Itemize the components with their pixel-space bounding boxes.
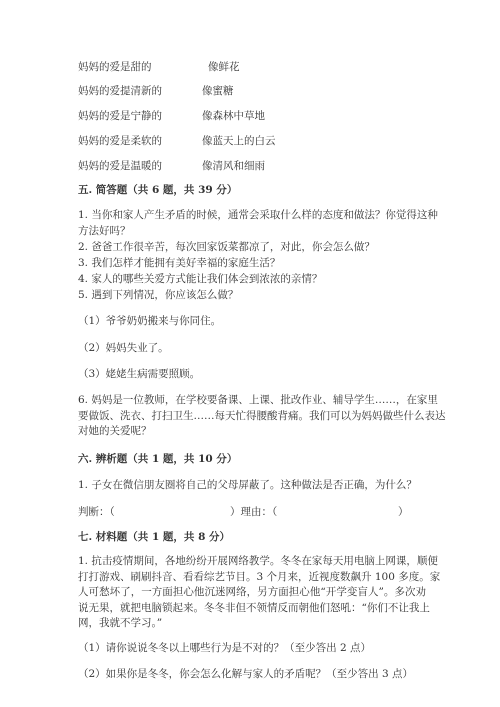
section7-material-line: 网，我就不学习。”	[78, 617, 163, 629]
matching-left-text: 妈妈的爱是温暖的	[78, 160, 162, 172]
section5-q4: 4. 家人的哪些关爱方式能让我们体会到浓浓的亲情？	[78, 273, 323, 285]
section7-material	[78, 554, 441, 632]
section5-q3: 3. 我们怎样才能拥有美好幸福的家庭生活？	[78, 257, 281, 269]
matching-right-text: 像清风和细雨	[202, 160, 265, 172]
section5-q6-line: 对她的关爱呢？	[78, 425, 152, 437]
section5-q6-line: 要做饭、洗衣、打扫卫生……每天忙得腰酸背痛。我们可以为妈妈做些什么表达	[78, 409, 446, 422]
section5-sub3: （3）姥姥生病需要照顾。	[78, 368, 201, 380]
section5-q6-line: 6. 妈妈是一位教师，在学校要备课、上课、批改作业、辅导学生……，在家里	[78, 394, 438, 406]
section6-q1: 1. 子女在微信朋友圈将自己的父母屏蔽了。这种做法是否正确，为什么？	[78, 479, 417, 491]
matching-right-text: 像鲜花	[208, 61, 240, 73]
section7-sub2: （2）如果你是冬冬，你会怎么化解与家人的矛盾呢？（至少答出 3 点）	[78, 668, 414, 680]
section7-material-line: 说无果，就把电脑锁起来。冬冬非但不领情反而朝他们怒吼：“你们不让我上	[78, 601, 430, 614]
section7-sub1: （1）请你说说冬冬以上哪些行为是不对的？（至少答出 2 点）	[78, 642, 372, 654]
matching-left-text: 妈妈的爱是柔软的	[78, 135, 162, 147]
section5-title: 五. 简答题（共 6 题，共 39 分）	[78, 184, 238, 196]
matching-left-text: 妈妈的爱提清新的	[78, 85, 162, 97]
section5-sub1: （1）爷爷奶奶搬来与你同住。	[78, 315, 222, 327]
section5-q1-line: 1. 当你和家人产生矛盾的时候，通常会采取什么样的态度和做法？你觉得这种	[78, 209, 438, 221]
section5-q1	[78, 208, 438, 239]
section5-q1-line: 方法好吗？	[78, 224, 131, 237]
section5-q2: 2. 爸爸工作很辛苦，每次回家饭菜都凉了，对此，你会怎么做？	[78, 241, 375, 253]
section7-material-line: 人可愁坏了，一方面担心他沉迷网络，另方面担心他“开学变盲人”。多次劝	[78, 586, 426, 598]
judge-label: 判断：（	[78, 506, 115, 518]
matching-right-text: 像森林中草地	[202, 110, 265, 122]
section7-material-line: 打打游戏、刷刷抖音、看看综艺节目。3 个月来，近视度数飙升 100 多度。家	[78, 570, 441, 583]
section6-answer-row	[78, 505, 408, 519]
matching-left-text: 妈妈的爱是宁静的	[78, 110, 162, 122]
reason-close: ）	[398, 506, 409, 518]
section6-title: 六. 辨析题（共 1 题，共 10 分）	[78, 453, 238, 465]
section7-material-line: 1. 抗击疫情期间，各地纷纷开展网络教学。冬冬在家每天用电脑上网课，顺便	[78, 555, 438, 567]
judge-close-reason-label: ）理由：（	[230, 506, 278, 518]
section5-q6	[78, 393, 446, 440]
matching-left-text: 妈妈的爱是甜的	[78, 61, 152, 73]
matching-right-text: 像蓝天上的白云	[202, 135, 276, 147]
section7-title: 七. 材料题（共 1 题，共 8 分）	[78, 531, 231, 543]
section5-q5: 5. 遇到下列情况，你应该怎么做？	[78, 289, 239, 301]
section5-sub2: （2）妈妈失业了。	[78, 342, 169, 354]
matching-right-text: 像蜜糖	[202, 85, 234, 97]
